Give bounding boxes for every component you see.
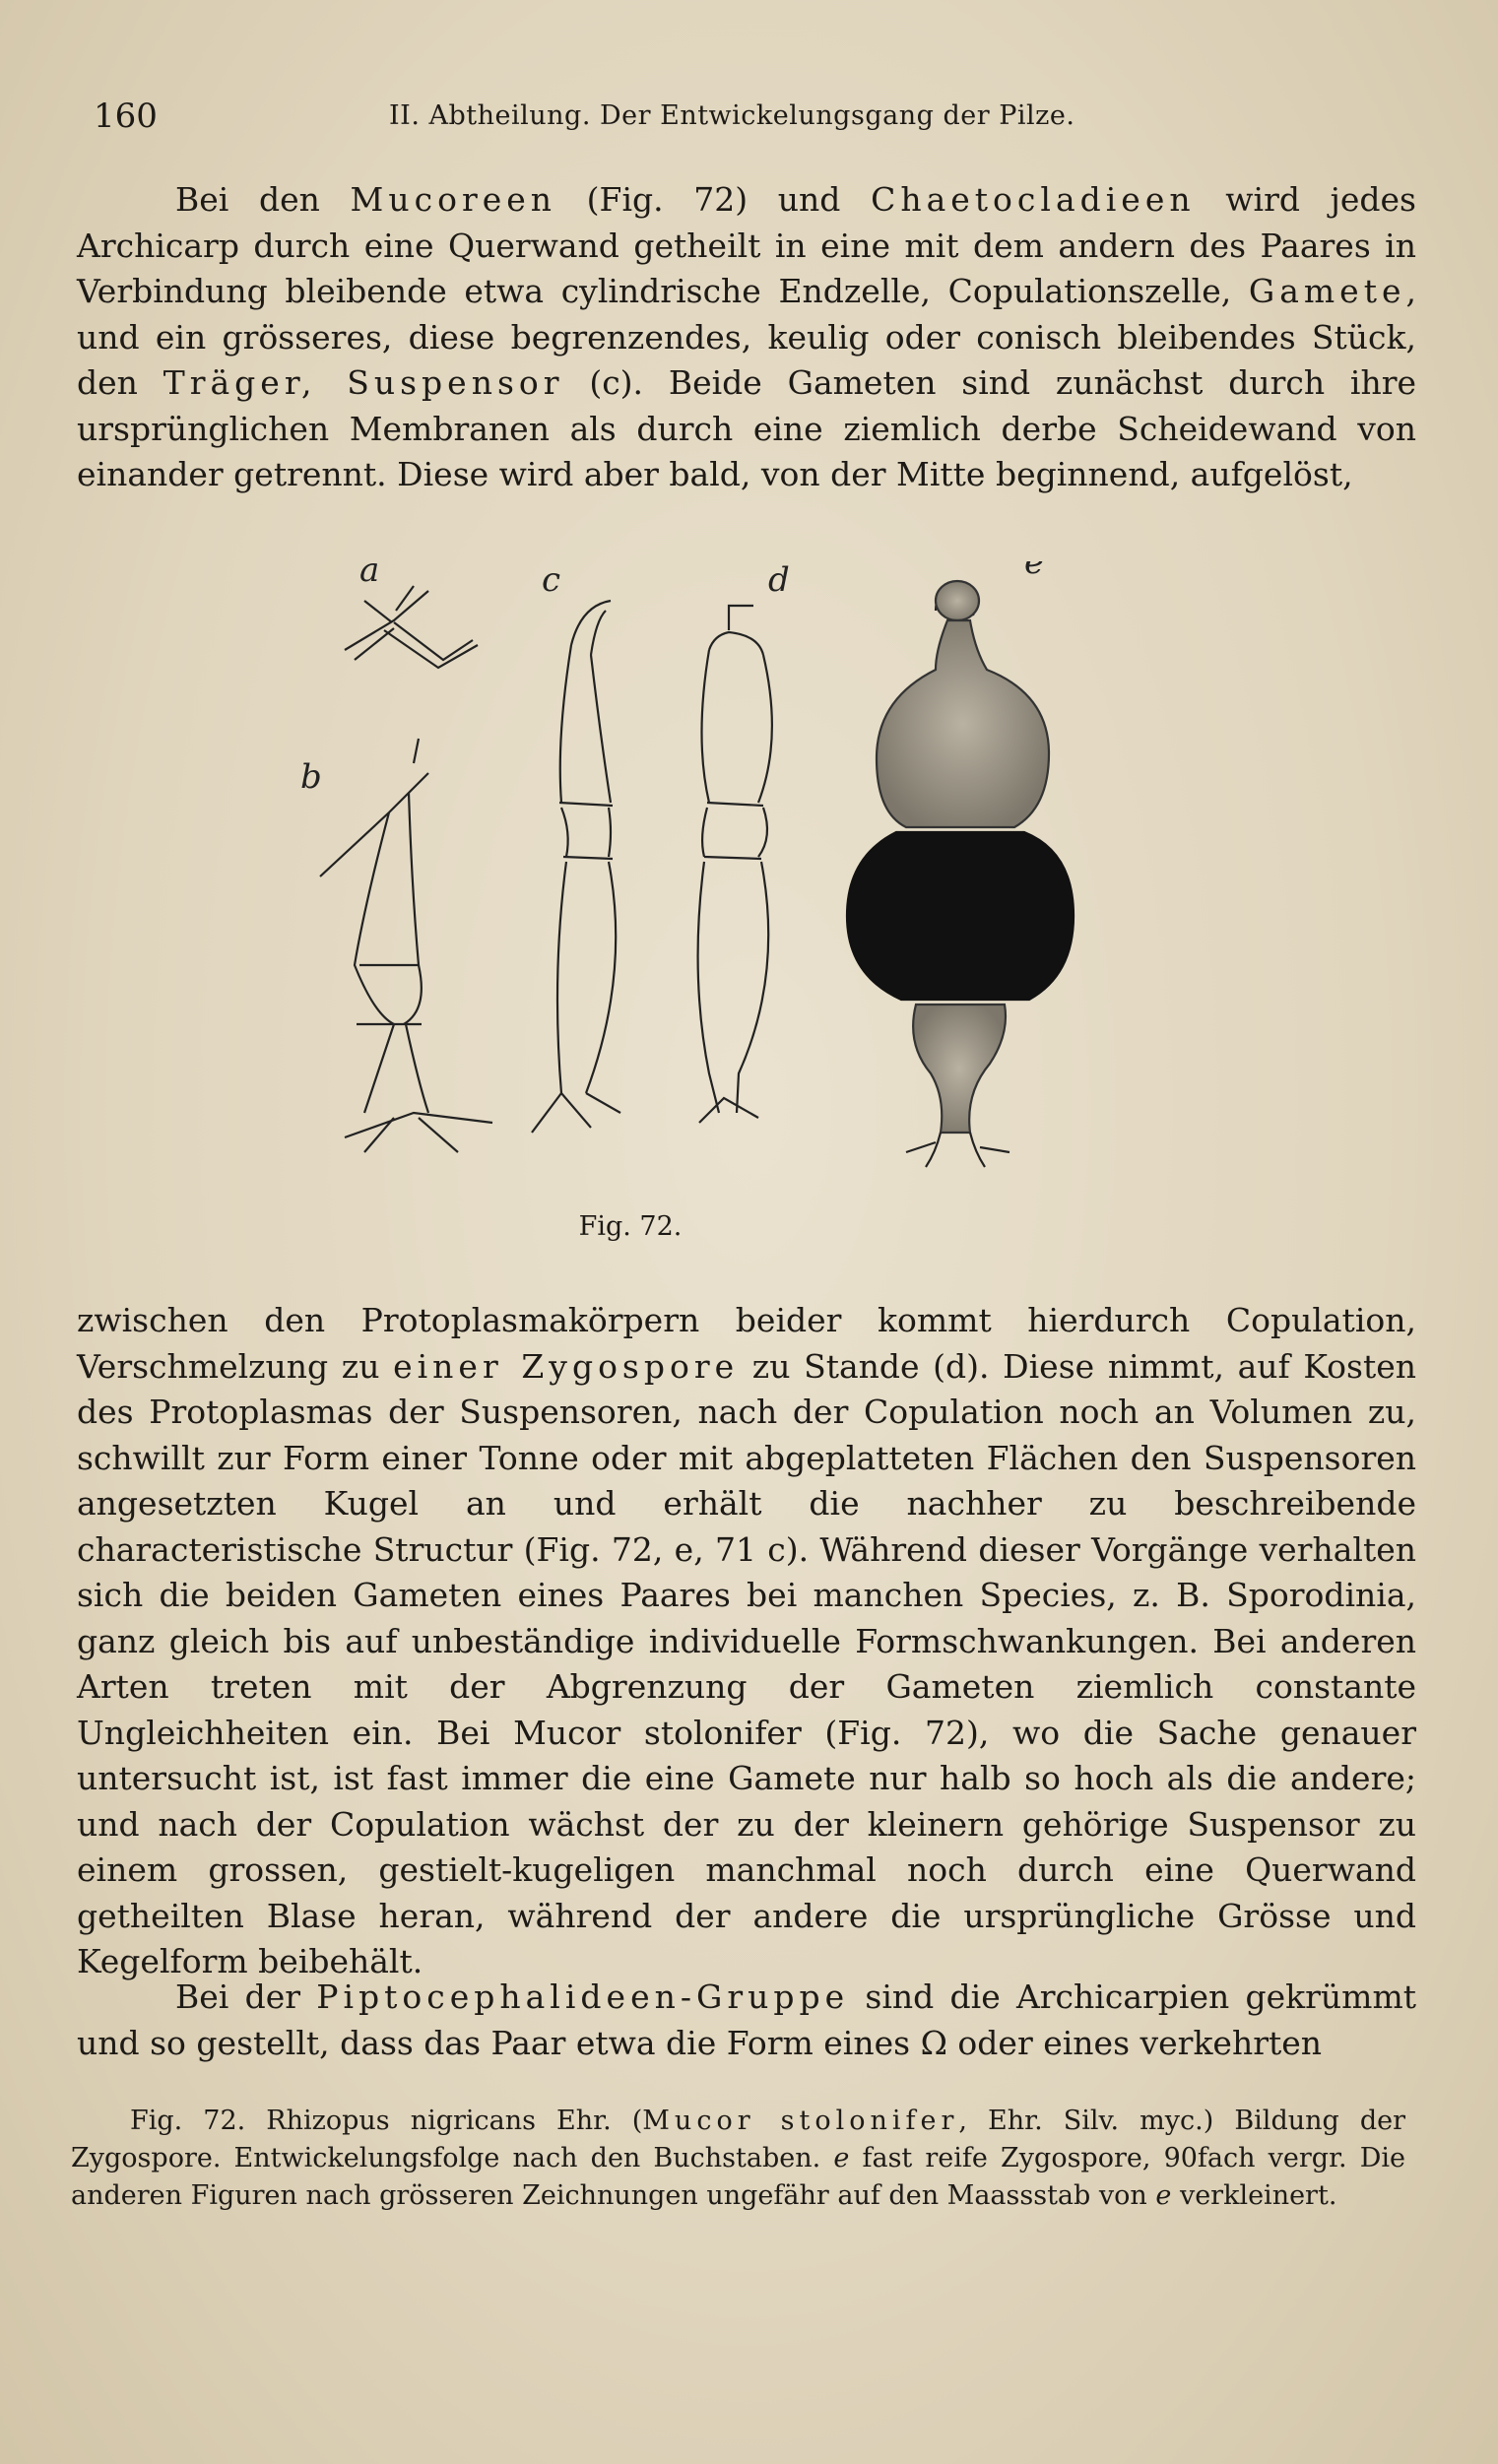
spaced-term: Chaetocladieen bbox=[871, 180, 1196, 219]
figure-illustration bbox=[246, 561, 1379, 1192]
text-span: Fig. 72. Rhizopus nigricans Ehr. ( bbox=[130, 2106, 643, 2136]
figure-part-b bbox=[320, 739, 492, 1152]
text-span: zu Stande (d). Diese nimmt, auf Kosten des Protoplasmas der Suspensoren, nach der Copulation noch an Volumen zu, schwillt zur Form einer Tonne oder mit abgeplatteten Flächen den Suspensoren angesetzten Kugel an und erhält die nachher zu beschreibende characteristische Structur (Fig. 72, e, 71 c). Während dieser Vorgänge verhalten sich die beiden Gameten eines Paares bei manchen Species, z. B. Sporodinia, ganz gleich bis auf unbeständige individuelle Formschwankungen. Bei anderen Arten treten mit der Abgrenzung der Gameten ziemlich constante Ungleichheiten ein. Bei Mucor stolonifer (Fig. 72), wo die Sache genauer untersucht ist, ist fast immer die eine Gamete nur halb so hoch als die andere; und nach der Copulation wächst der zu der kleinern gehörige Suspensor zu einem grossen, gestielt-kugeligen manchmal noch durch eine Querwand getheilten Blase heran, während der andere die ursprüngliche Grösse und Kegelform beibehält. bbox=[77, 1346, 1416, 1980]
italic-term: e bbox=[833, 2143, 850, 2173]
page-number: 160 bbox=[94, 97, 158, 136]
running-head: II. Abtheilung. Der Entwickelungsgang der Pilze. bbox=[389, 100, 1075, 131]
figure-label-a: a bbox=[359, 561, 380, 590]
figure-part-e bbox=[847, 581, 1074, 1167]
text-span: zwischen den Protoplasmakörpern beider kommt hierdurch Copulation, Verschmelzung zu bbox=[77, 1301, 1416, 1386]
paragraph-3-text bbox=[77, 1975, 1416, 2066]
paragraph-1-text bbox=[77, 177, 1416, 498]
spaced-term: Mucor stolonifer bbox=[642, 2106, 959, 2136]
text-span: Bei den bbox=[175, 180, 351, 219]
figure-part-c bbox=[532, 601, 620, 1133]
page-header bbox=[94, 97, 1413, 146]
figure-72 bbox=[246, 561, 1379, 1251]
figure-label-d: d bbox=[768, 561, 790, 600]
text-span: wird jedes Archicarp durch eine Querwand getheilt in eine mit dem andern des Paares in Verbindung bleibende etwa cylindrische Endzelle, Copulationszelle, bbox=[77, 180, 1416, 310]
figure-label-e: e bbox=[1024, 561, 1045, 582]
text-span: Bei der bbox=[175, 1978, 317, 2016]
text-span: , und ein grösseres, diese begrenzendes, keulig oder conisch bleibendes Stück, den bbox=[77, 272, 1416, 402]
figure-part-d bbox=[698, 606, 772, 1123]
text-span: sind die Archicarpien gekrümmt und so gestellt, dass das Paar etwa die Form eines Ω oder eines verkehrten bbox=[77, 1978, 1416, 2062]
figure-label-b: b bbox=[300, 757, 322, 797]
spaced-term: Piptocephalideen-Gruppe bbox=[316, 1978, 850, 2016]
text-span: (c). Beide Gameten sind zunächst durch ihre ursprünglichen Membranen als durch eine ziemlich derbe Scheidewand von einander getrennt. Diese wird aber bald, von der Mitte beginnend, aufgelöst, bbox=[77, 363, 1417, 493]
figure-part-a bbox=[345, 586, 478, 668]
figure-caption: Fig. 72. bbox=[578, 1211, 683, 1242]
spaced-term: Mucoreen bbox=[350, 180, 557, 219]
spaced-term: Träger, Suspensor bbox=[163, 363, 564, 402]
text-span: , Ehr. Silv. myc.) Bildung der Zygospore. Entwickelungsfolge nach den Buchstaben. bbox=[71, 2106, 1406, 2173]
paragraph-3 bbox=[77, 1975, 1416, 2066]
spaced-term: einer Zygospore bbox=[393, 1346, 740, 1386]
paragraph-2 bbox=[77, 1298, 1416, 1985]
spaced-term: Gamete bbox=[1248, 272, 1406, 310]
paragraph-1 bbox=[77, 177, 1416, 498]
footnote bbox=[71, 2103, 1405, 2215]
text-span: verkleinert. bbox=[1171, 2180, 1337, 2211]
text-span: fast reife Zygospore, 90fach vergr. Die anderen Figuren nach grösseren Zeichnungen ungefähr auf den Maassstab von bbox=[71, 2143, 1405, 2211]
footnote-text bbox=[71, 2103, 1405, 2215]
text-span: (Fig. 72) und bbox=[556, 180, 872, 219]
paragraph-2-text bbox=[77, 1298, 1416, 1985]
italic-term: e bbox=[1155, 2180, 1172, 2211]
figure-label-c: c bbox=[542, 561, 561, 600]
